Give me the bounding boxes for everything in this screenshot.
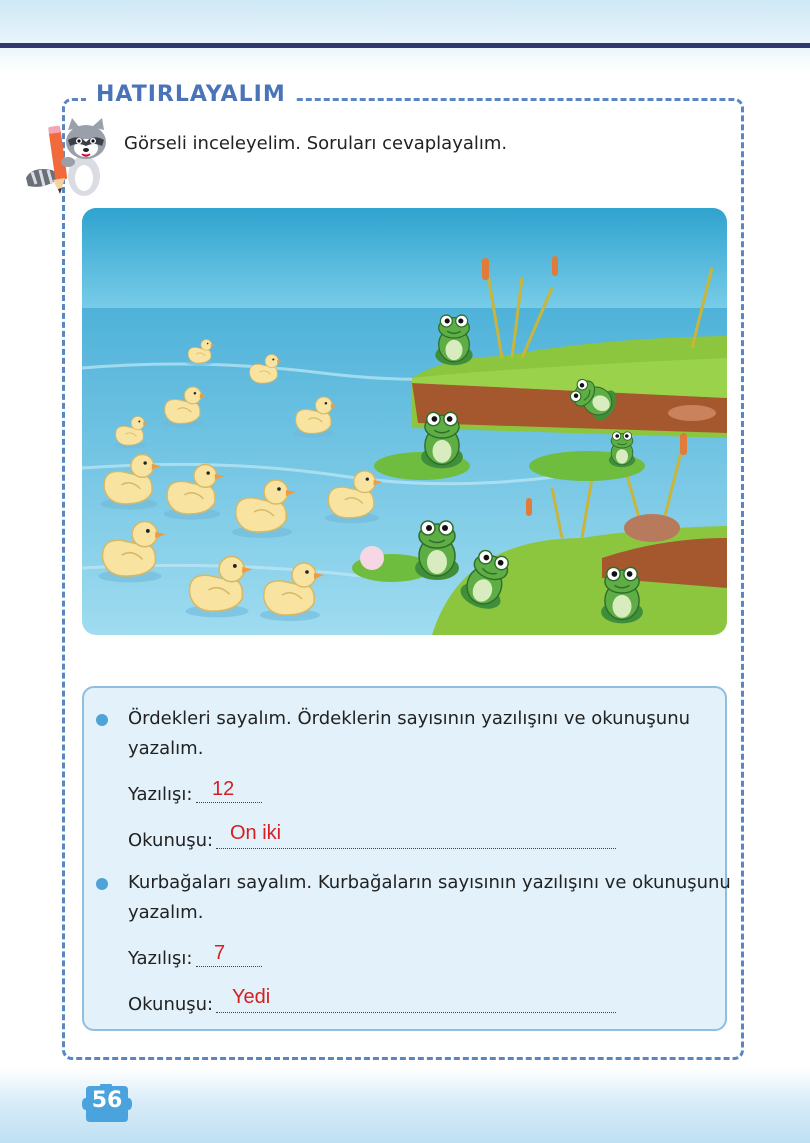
top-rule <box>0 43 810 48</box>
q1-written-answer[interactable]: 12 <box>212 778 235 800</box>
raccoon-pencil-icon <box>22 112 122 204</box>
instruction-text: Görseli inceleyelim. Soruları cevaplayalım. <box>124 133 508 154</box>
q2-written-label: Yazılışı: <box>128 948 193 969</box>
q2-reading-label: Okunuşu: <box>128 994 214 1015</box>
question-1-line-2: yazalım. <box>128 738 204 759</box>
question-2-line-1: Kurbağaları sayalım. Kurbağaların sayısının yazılışını ve okunuşunu <box>128 872 731 893</box>
page-number: 56 <box>91 1088 123 1113</box>
q1-written-line <box>196 802 262 803</box>
q2-written-answer[interactable]: 7 <box>214 942 226 964</box>
section-title: HATIRLAYALIM <box>86 82 296 107</box>
q1-reading-line <box>216 848 616 849</box>
question-1-line-1: Ördekleri sayalım. Ördeklerin sayısının yazılışını ve okunuşunu <box>128 708 691 729</box>
q2-written-line <box>196 966 262 967</box>
question-2-line-2: yazalım. <box>128 902 204 923</box>
bullet-icon <box>96 878 108 890</box>
bullet-icon <box>96 714 108 726</box>
q1-reading-label: Okunuşu: <box>128 830 214 851</box>
top-band <box>0 0 810 72</box>
q2-reading-line <box>216 1012 616 1013</box>
q1-reading-answer[interactable]: On iki <box>230 822 282 844</box>
q2-reading-answer[interactable]: Yedi <box>232 986 271 1008</box>
q1-written-label: Yazılışı: <box>128 784 193 805</box>
pond-illustration <box>82 208 727 635</box>
